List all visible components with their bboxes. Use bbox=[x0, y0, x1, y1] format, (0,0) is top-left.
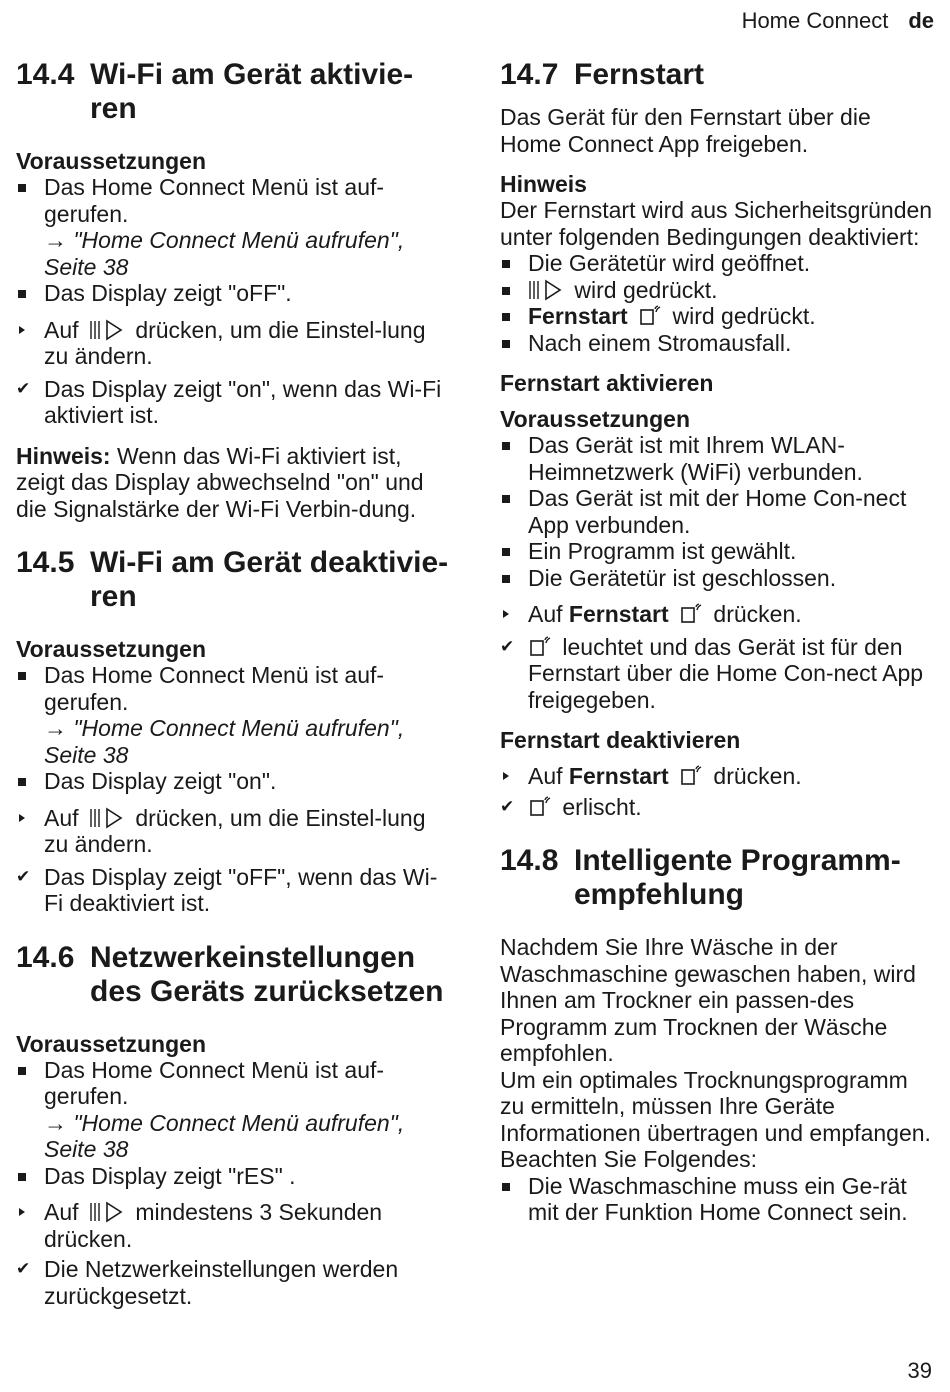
section-14-8-heading bbox=[500, 844, 936, 912]
header-language: de bbox=[908, 8, 934, 33]
instruction-step: Auf Fernstart drücken. bbox=[528, 763, 802, 789]
paragraph: Um ein optimales Trocknungsprogramm zu ermitteln, müssen Ihre Geräte Informationen übertragen und empfangen. bbox=[500, 1066, 931, 1146]
instruction-result: erlischt. bbox=[500, 794, 936, 821]
cross-reference: → "Home Connect Menü aufrufen", Seite 38 bbox=[44, 715, 405, 768]
section-number: 14.5 bbox=[16, 546, 75, 579]
section-number: 14.8 bbox=[500, 844, 559, 877]
conditions-list bbox=[500, 250, 936, 356]
section-number: 14.7 bbox=[500, 58, 559, 91]
cross-reference: → "Home Connect Menü aufrufen", Seite 38 bbox=[44, 227, 405, 280]
section-title: Wi-Fi am Gerät deaktivie-ren bbox=[90, 546, 449, 613]
list-item: Ein Programm ist gewählt. bbox=[528, 538, 797, 564]
hint-heading: Hinweis bbox=[500, 171, 587, 197]
prerequisites-heading: Voraussetzungen bbox=[16, 1030, 206, 1057]
section-number: 14.6 bbox=[16, 940, 75, 974]
instruction-step: Auf Fernstart drücken. bbox=[528, 601, 802, 627]
prerequisites-list bbox=[16, 662, 456, 795]
remote-start-icon bbox=[528, 794, 552, 818]
instruction-result: Das Display zeigt "on", wenn das Wi-Fi aktiviert ist. bbox=[44, 375, 442, 428]
list-item: Nach einem Stromausfall. bbox=[528, 329, 792, 356]
prerequisites-list bbox=[16, 174, 456, 307]
list-item: Das Gerät ist mit der Home Con-nect App verbunden. bbox=[528, 485, 907, 538]
activate-heading: Fernstart aktivieren bbox=[500, 370, 714, 396]
remote-start-icon bbox=[679, 601, 703, 625]
instruction-step: Auf drücken, um die Einstel-lung zu ändern. bbox=[44, 316, 426, 369]
intro-paragraph: Das Gerät für den Fernstart über die Home Connect App freigeben. bbox=[500, 104, 871, 157]
requirements-list bbox=[500, 1173, 936, 1226]
instruction-result: leuchtet und das Gerät ist für den Fernstart über die Home Con-nect App freigegeben. bbox=[528, 633, 924, 713]
instruction-step: Auf drücken, um die Einstel-lung zu ändern. bbox=[44, 804, 426, 857]
note-paragraph: Hinweis: Wenn das Wi-Fi aktiviert ist, zeigt das Display abwechselnd "on" und die Signalstärke der Wi-Fi Verbin-dung. bbox=[16, 442, 424, 522]
left-column bbox=[16, 58, 456, 1309]
section-title: Wi-Fi am Gerät aktivie-ren bbox=[90, 58, 414, 125]
hint-paragraph: Der Fernstart wird aus Sicherheitsgründen unter folgenden Bedingungen deaktiviert: bbox=[500, 197, 933, 250]
section-14-4-heading bbox=[16, 58, 456, 126]
list-item: Das Home Connect Menü ist auf-gerufen. → "Home Connect Menü aufrufen", Seite 38 bbox=[16, 174, 456, 280]
prerequisites-list bbox=[16, 1057, 456, 1190]
list-item: Das Display zeigt "oFF". bbox=[44, 280, 292, 306]
remote-start-icon bbox=[679, 763, 703, 787]
section-number: 14.4 bbox=[16, 58, 75, 91]
list-item: Fernstart wird gedrückt. bbox=[528, 303, 816, 329]
steps-list bbox=[500, 601, 936, 713]
cross-reference: → "Home Connect Menü aufrufen", Seite 38 bbox=[44, 1109, 405, 1162]
remote-start-icon bbox=[638, 303, 662, 327]
wifi-button-icon bbox=[528, 279, 564, 301]
steps-list bbox=[16, 317, 456, 429]
wifi-button-icon bbox=[89, 319, 125, 341]
list-item: Das Display zeigt "on". bbox=[44, 768, 277, 794]
list-item: wird gedrückt. bbox=[500, 277, 936, 304]
prerequisites-heading: Voraussetzungen bbox=[16, 148, 206, 174]
prerequisites-heading: Voraussetzungen bbox=[500, 406, 690, 432]
section-14-7-heading bbox=[500, 58, 936, 92]
section-14-5-heading bbox=[16, 546, 456, 614]
wifi-button-icon bbox=[89, 1201, 125, 1223]
paragraph: Nachdem Sie Ihre Wäsche in der Waschmaschine gewaschen haben, wird Ihnen am Trockner ein passen-des Programm zum Trocknen der Wäsche empfohlen. bbox=[500, 934, 916, 1066]
list-item: Die Gerätetür wird geöffnet. bbox=[528, 250, 811, 276]
remote-start-icon bbox=[528, 634, 552, 658]
paragraph: Beachten Sie Folgendes: bbox=[500, 1146, 758, 1172]
list-item: Das Display zeigt "rES" . bbox=[44, 1162, 296, 1189]
instruction-result: Die Netzwerkeinstellungen werden zurückgesetzt. bbox=[44, 1256, 399, 1309]
steps-list bbox=[16, 805, 456, 917]
list-item: Das Home Connect Menü ist auf-gerufen. → "Home Connect Menü aufrufen", Seite 38 bbox=[16, 662, 456, 768]
deactivate-heading: Fernstart deaktivieren bbox=[500, 727, 741, 753]
prerequisites-heading: Voraussetzungen bbox=[16, 636, 206, 662]
section-title: Intelligente Programm-empfehlung bbox=[574, 844, 901, 911]
instruction-result: Das Display zeigt "oFF", wenn das Wi-Fi deaktiviert ist. bbox=[44, 863, 438, 916]
instruction-step: Auf mindestens 3 Sekunden drücken. bbox=[44, 1199, 383, 1252]
steps-list bbox=[500, 763, 936, 820]
prerequisites-list bbox=[500, 432, 936, 591]
right-column bbox=[500, 58, 936, 1226]
header-section: Home Connect bbox=[741, 8, 889, 33]
section-14-6-heading bbox=[16, 941, 456, 1009]
list-item: Die Gerätetür ist geschlossen. bbox=[528, 564, 837, 591]
section-title: Fernstart bbox=[574, 58, 705, 91]
list-item: Das Gerät ist mit Ihrem WLAN-Heimnetzwerk (WiFi) verbunden. bbox=[528, 432, 863, 485]
section-title: Netzwerkeinstellungen des Geräts zurücksetzen bbox=[90, 940, 444, 1008]
page-header bbox=[742, 6, 934, 36]
list-item: Die Waschmaschine muss ein Ge-rät mit der Funktion Home Connect sein. bbox=[528, 1172, 908, 1225]
list-item: Das Home Connect Menü ist auf-gerufen. → "Home Connect Menü aufrufen", Seite 38 bbox=[16, 1057, 456, 1163]
steps-list bbox=[16, 1199, 456, 1309]
page-number: 39 bbox=[907, 1358, 932, 1383]
wifi-button-icon bbox=[89, 807, 125, 829]
